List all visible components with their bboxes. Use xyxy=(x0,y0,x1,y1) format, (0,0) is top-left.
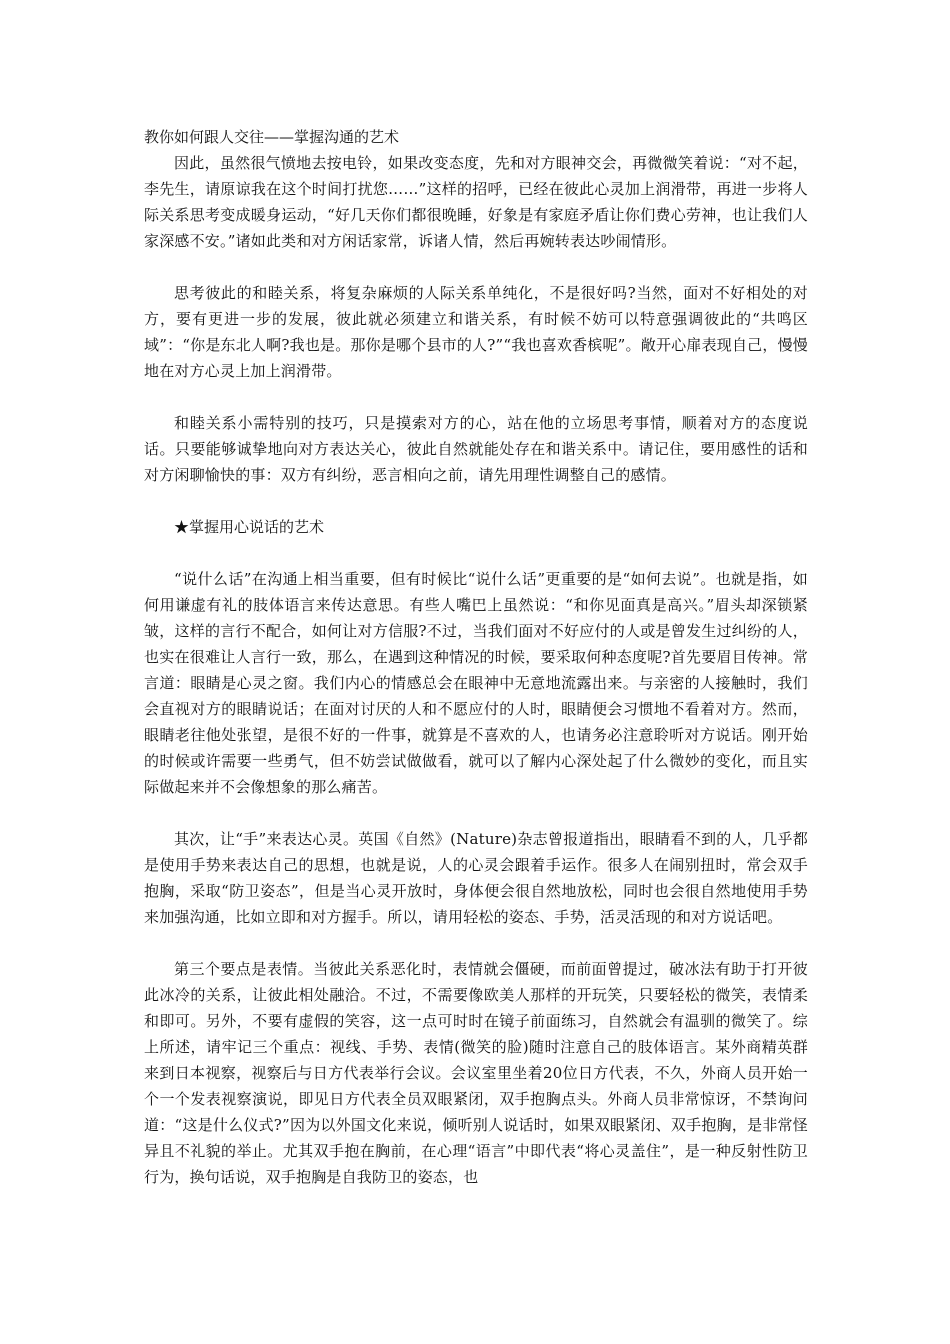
paragraph-4: “说什么话”在沟通上相当重要，但有时候比“说什么话”更重要的是“如何去说”。也就是指，如何用谦虚有礼的肢体语言来传达意思。有些人嘴巴上虽然说：“和你见面真是高兴。”眉头却深锁紧皱，这样的言行不配合，如何让对方信服?不过，当我们面对不好应付的人或是曾发生过纠纷的人，也实在很难让人言行一致，那么，在遇到这种情况的时候，要采取何种态度呢?首先要眉目传神。常言道：眼睛是心灵之窗。我们内心的情感总会在眼神中无意地流露出来。与亲密的人接触时，我们会直视对方的眼睛说话；在面对讨厌的人和不愿应付的人时，眼睛便会习惯地不看着对方。然而，眼睛老往他处张望，是很不好的一件事，就算是不喜欢的人，也请务必注意聆听对方说话。刚开始的时候或许需要一些勇气，但不妨尝试做做看，就可以了解内心深处起了什么微妙的变化，而且实际做起来并不会像想象的那么痛苦。 xyxy=(144,570,808,796)
paragraph-spacer xyxy=(144,488,808,514)
paragraph-spacer xyxy=(144,540,808,566)
paragraph-6: 第三个要点是表情。当彼此关系恶化时，表情就会僵硬，而前面曾提过，破冰法有助于打开彼此冰冷的关系，让彼此相处融洽。不过，不需要像欧美人那样的开玩笑，只要轻松的微笑，表情柔和即可。另外，不要有虚假的笑容，这一点可时时在镜子前面练习，自然就会有温驯的微笑了。综上所述，请牢记三个重点：视线、手势、表情(微笑的脸)随时注意自己的肢体语言。某外商精英群来到日本视察，视察后与日方代表举行会议。会议室里坐着20位日方代表，不久，外商人员开始一个一个发表视察演说，即见日方代表全员双眼紧闭，双手抱胸点头。外商人员非常惊讶，不禁询问道：“这是什么仪式?”因为以外国文化来说，倾听别人说话时，如果双眼紧闭、双手抱胸，是非常怪异且不礼貌的举止。尤其双手抱在胸前，在心理“语言”中即代表“将心灵盖住”，是一种反射性防卫行为，换句话说，双手抱胸是自我防卫的姿态，也 xyxy=(144,960,808,1186)
paragraph-5: 其次，让“手”来表达心灵。英国《自然》(Nature)杂志曾报道指出，眼睛看不到的人，几乎都是使用手势来表达自己的思想，也就是说，人的心灵会跟着手运作。很多人在闹别扭时，常会双手抱胸，采取“防卫姿态”，但是当心灵开放时，身体便会很自然地放松，同时也会很自然地使用手势来加强沟通，比如立即和对方握手。所以，请用轻松的姿态、手势，活灵活现的和对方说话吧。 xyxy=(144,830,808,926)
paragraph-spacer xyxy=(144,930,808,956)
paragraph-3: 和睦关系小需特别的技巧，只是摸索对方的心，站在他的立场思考事情，顺着对方的态度说话。只要能够诚挚地向对方表达关心，彼此自然就能处存在和谐关系中。请记住，要用感性的话和对方闲聊愉快的事：双方有纠纷，恶言相向之前，请先用理性调整自己的感情。 xyxy=(144,414,808,484)
paragraph-spacer xyxy=(144,384,808,410)
section-heading: ★掌握用心说话的艺术 xyxy=(174,518,325,536)
document-page xyxy=(144,124,808,1190)
paragraph-1: 因此，虽然很气愤地去按电铃，如果改变态度，先和对方眼神交会，再微微笑着说：“对不起，李先生，请原谅我在这个时间打扰您……”这样的招呼，已经在彼此心灵加上润滑带，再进一步将人际关系思考变成暖身运动，“好几天你们都很晚睡，好象是有家庭矛盾让你们费心劳神，也让我们人家深感不安。”诸如此类和对方闲话家常，诉诸人情，然后再婉转表达吵闹情形。 xyxy=(144,154,808,250)
paragraph-2: 思考彼此的和睦关系，将复杂麻烦的人际关系单纯化，不是很好吗?当然，面对不好相处的对方，要有更进一步的发展，彼此就必须建立和谐关系，有时候不妨可以特意强调彼此的“共鸣区域”：“你是东北人啊?我也是。那你是哪个县市的人?”“我也喜欢香槟呢”。敞开心扉表现自己，慢慢地在对方心灵上加上润滑带。 xyxy=(144,284,808,380)
paragraph-spacer xyxy=(144,800,808,826)
document-title: 教你如何跟人交往——掌握沟通的艺术 xyxy=(144,128,400,146)
paragraph-spacer xyxy=(144,254,808,280)
